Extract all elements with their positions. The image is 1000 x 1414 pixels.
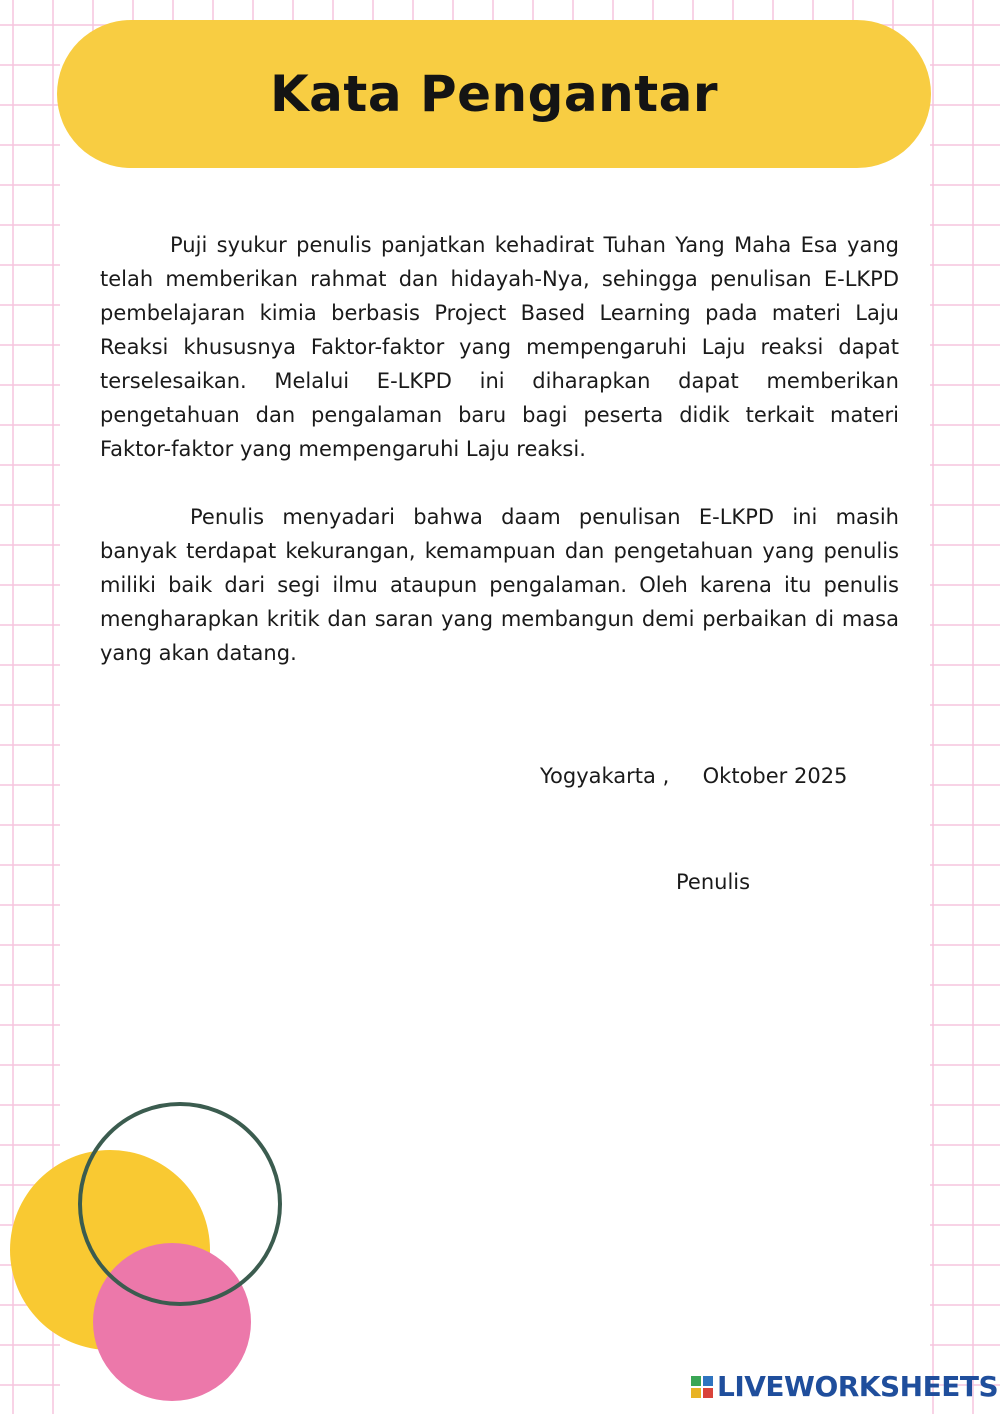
page-title: Kata Pengantar — [269, 65, 719, 123]
brand-name: LIVEWORKSHEETS — [717, 1370, 999, 1403]
decorative-circles — [0, 1090, 300, 1414]
paragraph-1: Puji syukur penulis panjatkan kehadirat Tuhan Yang Maha Esa yang telah memberikan rahmat dan hidayah-Nya, sehingga penulisan E-LKPD pembelajaran kimia berbasis Project Based Learning pada materi Laju Reaksi khususnya Faktor-faktor yang mempengaruhi Laju reaksi dapat terselesaikan. Melalui E-LKPD ini diharapkan dapat memberikan pengetahuan dan pengalaman baru bagi peserta didik terkait materi Faktor-faktor yang mempengaruhi Laju reaksi. — [100, 233, 899, 461]
brand-watermark — [690, 1370, 998, 1403]
paragraph-2: Penulis menyadari bahwa daam penulisan E-LKPD ini masih banyak terdapat kekurangan, kemampuan dan pengetahuan yang penulis miliki baik dari segi ilmu ataupun pengalaman. Oleh karena itu penulis mengharapkan kritik dan saran yang membangun demi perbaikan di masa yang akan datang. — [100, 505, 899, 665]
pink-circle — [93, 1243, 251, 1401]
author-signature: Penulis — [676, 870, 751, 894]
liveworksheets-logo-icon — [690, 1375, 714, 1399]
title-banner — [57, 20, 931, 168]
body-text — [100, 228, 899, 704]
place-date: Yogyakarta , Oktober 2025 — [540, 764, 848, 788]
